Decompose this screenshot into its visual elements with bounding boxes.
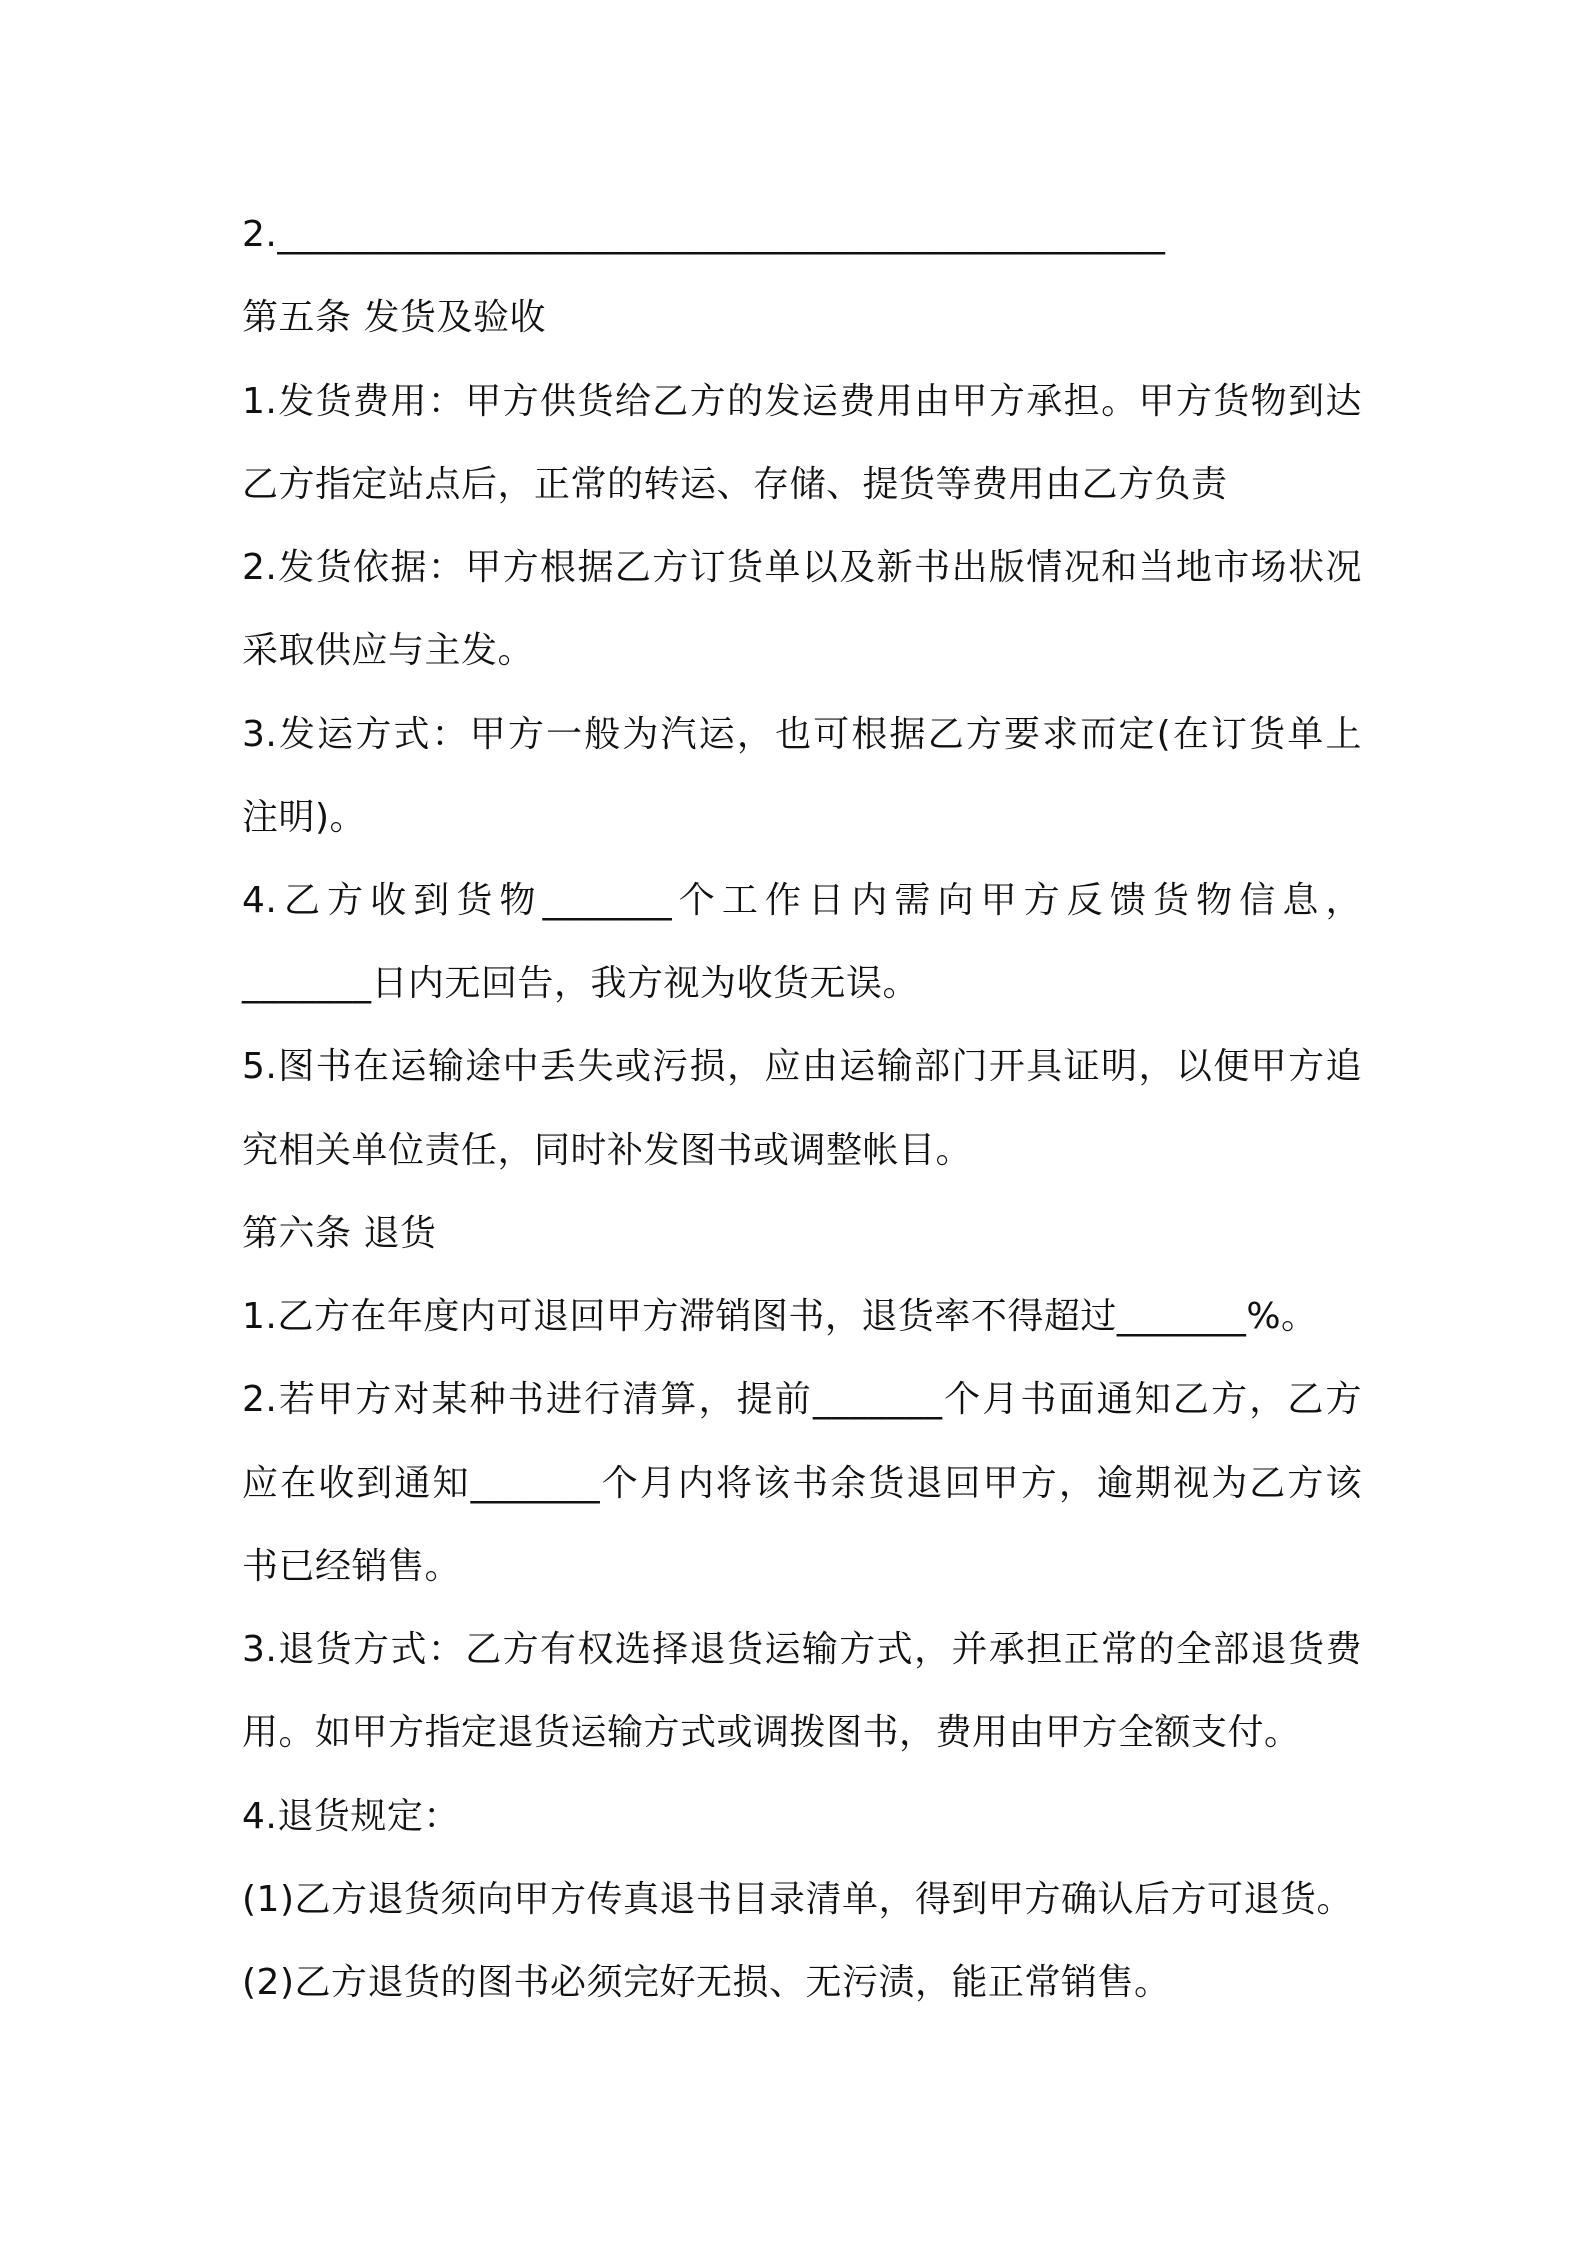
clause-5-2-line-2: 采取供应与主发。 [242,630,535,671]
clause-5-3-line-2: 注明)。 [242,797,367,838]
clause-5-4-line-2: _______日内无回告，我方视为收货无误。 [242,963,920,1004]
clause-5-5-line-2: 究相关单位责任，同时补发图书或调整帐目。 [242,1130,973,1171]
clause-5-5-line-1: 5.图书在运输途中丢失或污损，应由运输部门开具证明，以便甲方追 [242,1046,1362,1087]
clause-6-2-line-1: 2.若甲方对某种书进行清算，提前_______个月书面通知乙方，乙方 [242,1379,1362,1420]
section-title-6: 第六条 退货 [242,1213,437,1254]
clause-6-4-item-1: (1)乙方退货须向甲方传真退书目录清单，得到甲方确认后方可退货。 [242,1879,1353,1920]
clause-6-2-line-2: 应在收到通知_______个月内将该书余货退回甲方，逾期视为乙方该 [242,1463,1362,1504]
section-title-5: 第五条 发货及验收 [242,297,546,338]
clause-6-4-heading: 4.退货规定： [242,1796,460,1837]
clause-6-3-line-2: 用。如甲方指定退货运输方式或调拨图书，费用由甲方全额支付。 [242,1712,1301,1753]
clause-6-4-item-2: (2)乙方退货的图书必须完好无损、无污渍，能正常销售。 [242,1962,1171,2003]
blank-item-2: 2.________________________________________________ [242,214,1166,255]
clause-6-3-line-1: 3.退货方式：乙方有权选择退货运输方式，并承担正常的全部退货费 [242,1629,1362,1670]
clause-5-1-line-1: 1.发货费用：甲方供货给乙方的发运费用由甲方承担。甲方货物到达 [242,381,1362,422]
clause-6-1: 1.乙方在年度内可退回甲方滞销图书，退货率不得超过_______%。 [242,1296,1318,1337]
clause-5-3-line-1: 3.发运方式：甲方一般为汽运，也可根据乙方要求而定(在订货单上 [242,714,1362,755]
clause-5-2-line-1: 2.发货依据：甲方根据乙方订货单以及新书出版情况和当地市场状况 [242,547,1362,588]
clause-5-1-line-2: 乙方指定站点后，正常的转运、存储、提货等费用由乙方负责 [242,464,1228,505]
clause-5-4-line-1: 4.乙方收到货物_______个工作日内需向甲方反馈货物信息， [242,880,1362,921]
clause-6-2-line-3: 书已经销售。 [242,1546,462,1587]
